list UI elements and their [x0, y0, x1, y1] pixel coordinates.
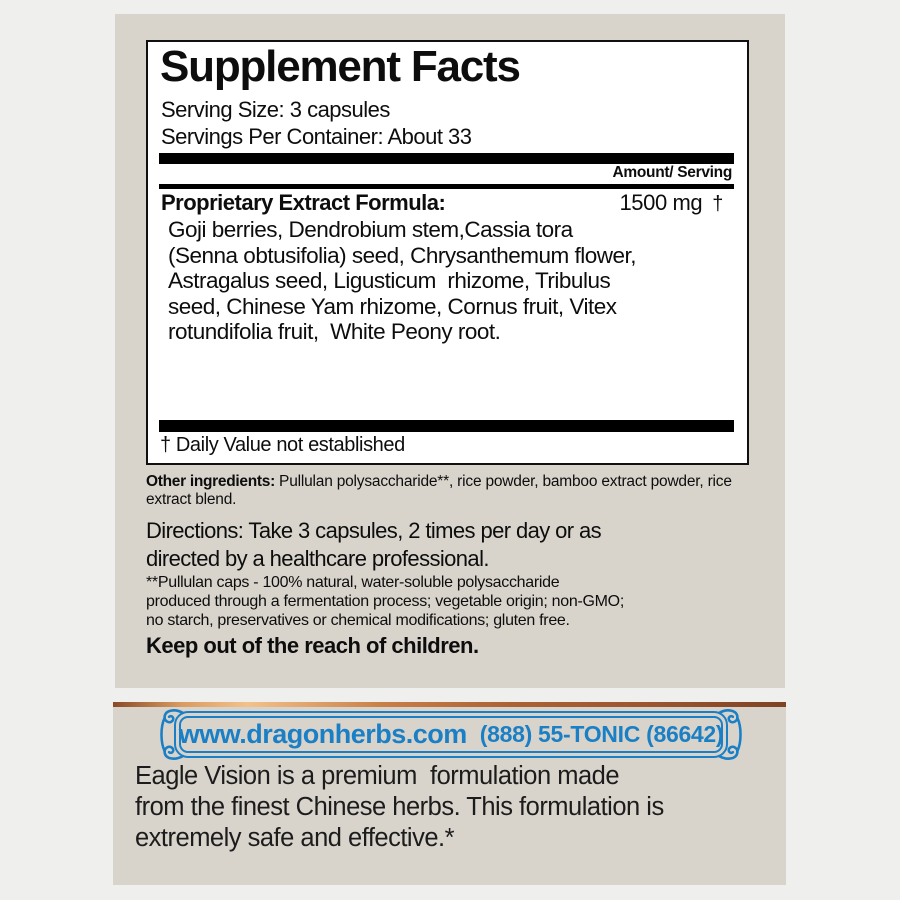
directions-line: directed by a healthcare professional.: [146, 545, 489, 571]
pullulan-footnote-line: no starch, preservatives or chemical modifications; gluten free.: [146, 612, 570, 629]
product-description-line: from the finest Chinese herbs. This formulation is: [135, 793, 664, 821]
website-url: www.dragonherbs.com: [178, 719, 467, 749]
serving-size: Serving Size: 3 capsules: [161, 97, 390, 122]
product-description: [135, 761, 664, 854]
product-description-line: Eagle Vision is a premium formulation made: [135, 762, 620, 790]
daily-value-dagger: †: [712, 193, 723, 215]
directions: [146, 517, 601, 572]
directions-line: Directions: Take 3 capsules, 2 times per day or as: [146, 518, 602, 543]
thick-divider-bar-bottom: [159, 420, 734, 432]
supplement-label-panel: [115, 14, 785, 688]
pullulan-footnote-line: **Pullulan caps - 100% natural, water-soluble polysaccharide: [146, 574, 560, 591]
formula-name: Proprietary Extract Formula:: [161, 190, 446, 215]
ingredient-list: [168, 217, 636, 345]
ingredient-line: (Senna obtusifolia) seed, Chrysanthemum flower,: [168, 242, 636, 268]
formula-amount-group: [619, 190, 723, 216]
copper-divider-line: [113, 702, 786, 707]
ingredient-line: rotundifolia fruit, White Peony root.: [168, 319, 501, 344]
daily-value-note: † Daily Value not established: [160, 434, 405, 456]
other-ingredients: [146, 473, 758, 508]
ingredient-line: Goji berries, Dendrobium stem,Cassia tora: [168, 217, 573, 242]
proprietary-formula-row: [161, 190, 723, 216]
phone-number: (888) 55-TONIC (86642): [479, 721, 724, 747]
supplement-facts-title: Supplement Facts: [160, 42, 520, 91]
product-description-line: extremely safe and effective.*: [135, 824, 455, 852]
thin-divider-bar: [159, 184, 734, 189]
other-ingredients-text: Pullulan polysaccharide**, rice powder, bamboo extract powder, rice extract blend.: [146, 473, 732, 508]
pullulan-footnote-line: produced through a fermentation process; vegetable origin; non-GMO;: [146, 593, 624, 610]
pullulan-footnote: [146, 573, 624, 630]
servings-per-container: Servings Per Container: About 33: [161, 124, 472, 149]
footer-panel: [113, 702, 786, 885]
amount-per-serving-header: Amount/ Serving: [612, 164, 732, 181]
other-ingredients-label: Other ingredients:: [146, 473, 275, 490]
ingredient-line: seed, Chinese Yam rhizome, Cornus fruit, Vitex: [168, 293, 617, 319]
ingredient-line: Astragalus seed, Ligusticum rhizome, Tribulus: [168, 268, 611, 293]
thick-divider-bar-top: [159, 153, 734, 164]
contact-info: [163, 711, 739, 758]
supplement-facts-box: [146, 40, 749, 465]
children-warning: Keep out of the reach of children.: [146, 633, 479, 658]
contact-frame: [163, 711, 739, 758]
formula-amount: 1500 mg: [619, 190, 703, 215]
